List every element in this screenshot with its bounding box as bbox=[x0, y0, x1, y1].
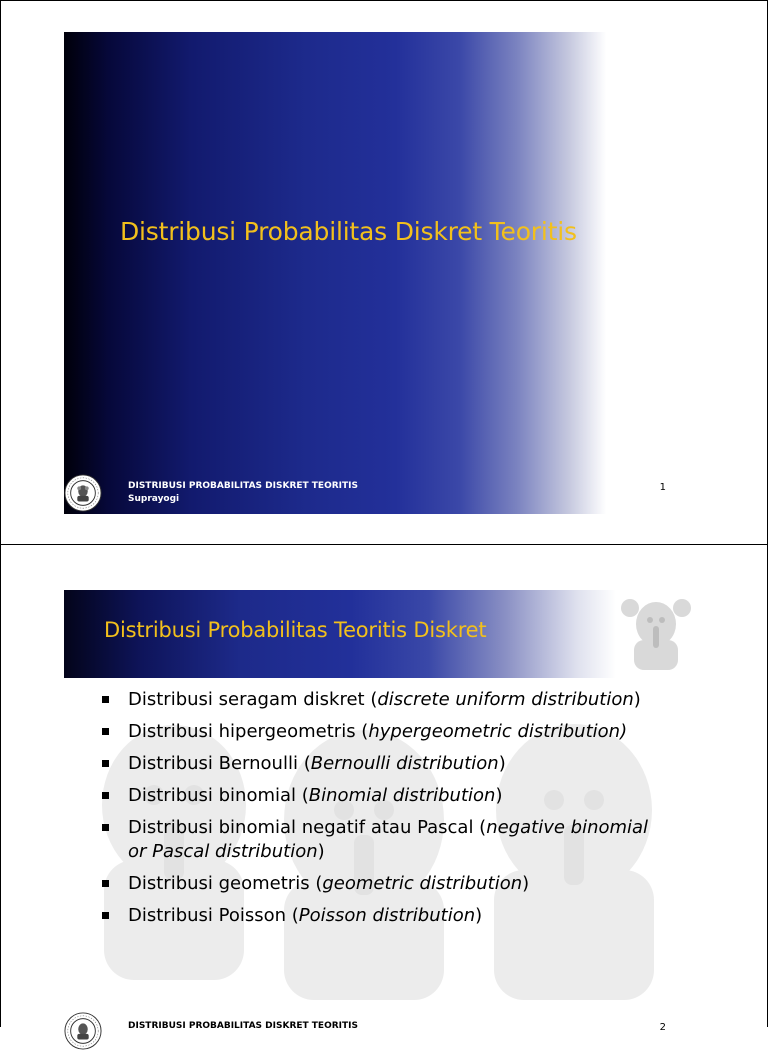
slide-title: Distribusi Probabilitas Diskret Teoritis bbox=[120, 217, 577, 246]
list-item: Distribusi binomial (Binomial distribution) bbox=[94, 784, 654, 808]
title-slide bbox=[64, 32, 702, 514]
list-item: Distribusi Bernoulli (Bernoulli distribution) bbox=[94, 752, 654, 776]
list-item: Distribusi binomial negatif atau Pascal (negative binomial or Pascal distribution) bbox=[94, 816, 654, 864]
ganesha-emblem-icon bbox=[612, 590, 700, 676]
list-item: Distribusi hipergeometris (hypergeometric distribution) bbox=[94, 720, 654, 744]
slide-footer bbox=[64, 470, 702, 514]
footer-course-title: DISTRIBUSI PROBABILITAS DISKRET TEORITIS bbox=[128, 481, 358, 491]
footer-course-title: DISTRIBUSI PROBABILITAS DISKRET TEORITIS bbox=[128, 1021, 358, 1031]
distribution-list bbox=[94, 688, 654, 936]
university-seal-icon bbox=[64, 1012, 102, 1050]
page-number: 1 bbox=[659, 482, 666, 493]
footer-text bbox=[128, 480, 358, 506]
page-number: 2 bbox=[659, 1022, 666, 1033]
list-item: Distribusi geometris (geometric distribution) bbox=[94, 872, 654, 896]
slide-frame-2 bbox=[0, 544, 768, 1033]
footer-author: Suprayogi bbox=[128, 494, 180, 504]
slide-title: Distribusi Probabilitas Teoritis Diskret bbox=[104, 618, 487, 642]
list-item: Distribusi Poisson (Poisson distribution) bbox=[94, 904, 654, 928]
slide-footer bbox=[64, 1008, 702, 1052]
footer-text bbox=[128, 1020, 358, 1033]
slide-header bbox=[64, 590, 616, 678]
content-slide bbox=[64, 590, 702, 1033]
university-seal-icon bbox=[64, 474, 102, 512]
list-item: Distribusi seragam diskret (discrete uniform distribution) bbox=[94, 688, 654, 712]
